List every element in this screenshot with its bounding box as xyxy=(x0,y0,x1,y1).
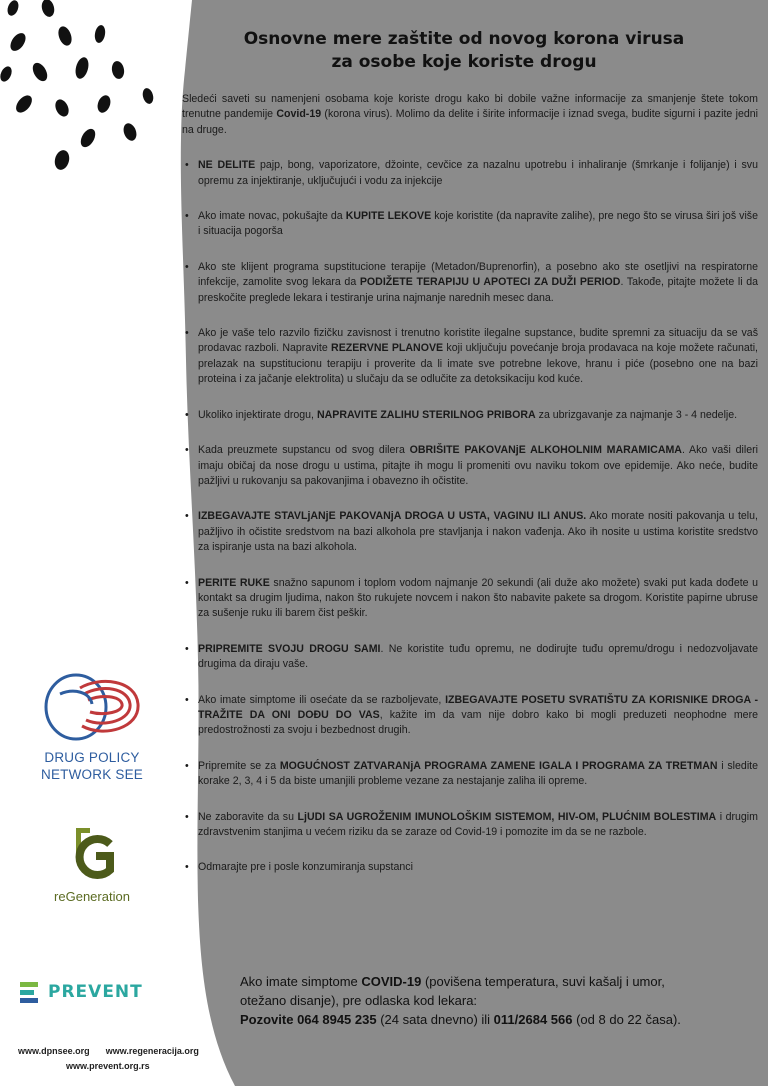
list-item: • Odmarajte pre i posle konzumiranja supstanci xyxy=(185,861,413,874)
drug-policy-network-logo xyxy=(22,670,162,783)
list-item: • Pripremite se za MOGUĆNOST ZATVARANjA PROGRAMA ZAMENE IGALA I PROGRAMA ZA TRETMAN i sledite korake 2, 3, 4 i 5 da biste umanjili probleme vezane za nestajanje zaliha ili opreme. xyxy=(185,759,759,788)
decorative-dots xyxy=(0,0,160,200)
title-line-1: Osnovne mere zaštite od novog korona virusa xyxy=(243,29,685,49)
prevent-logo xyxy=(18,980,168,1011)
url-regeneracija[interactable]: www.regeneracija.org xyxy=(105,1046,199,1056)
page-title xyxy=(170,28,758,74)
list-item: • Ako ste klijent programa supstitucione terapije (Metadon/Buprenorfin), a posebno ako ste osetljivi na respiratorne infekcije, zamolite svog lekara da PODIŽETE TERAPIJU U APOTECI ZA DUŽI PERIOD. Takođe, pitajte možete li da preskočite preglede lekara i testiranje urina najmanje narednih mesec dana. xyxy=(185,260,758,304)
title-line-2: za osobe koje koriste drogu xyxy=(331,52,597,72)
advice-list xyxy=(170,158,758,876)
url-prevent[interactable]: www.prevent.org.rs xyxy=(66,1061,150,1071)
list-item: • NE DELITE pajp, bong, vaporizatore, džointe, cevčice za nazalnu upotrebu i inhaliranje (šmrkanje i folijanje) i svu opremu za injektiranje, uključujući i vodu za injekcije xyxy=(185,159,758,187)
regeneration-g-icon xyxy=(62,826,122,882)
knot-icon xyxy=(40,670,144,744)
list-item: • PRIPREMITE SVOJU DROGU SAMI. Ne koristite tuđu opremu, ne dodirujte tuđu opremu/drogu i nedozvoljavate drugima da diraju vaše. xyxy=(185,642,758,671)
list-item: • Ako je vaše telo razvilo fizičku zavisnost i trenutno koristite ilegalne supstance, budite spremni za situaciju da se vaš prodavac razboli. Napravite REZERVNE PLANOVE koji uključuju povećanje broja prodavaca na koje možete računati, prelazak na supstitucionu terapiju i proverite da li imate sve potrebne lekove, hranu i piće (posebno one na bazi proteina i za jačanje elektrolita) u slučaju da se odlučite za detoksikaciju kod kuće. xyxy=(185,327,758,386)
list-item: • PERITE RUKE snažno sapunom i toplom vodom najmanje 20 sekundi (ali duže ako možete) svaki put kada dođete u kontakt sa drugim ljudima, nakon što rukujete novcem i nakon što nabavite pakete sa drogom. Koristite papirne ubruse za sušenje ruku ili barem čist peškir. xyxy=(185,576,758,620)
list-item: • Ako imate novac, pokušajte da KUPITE LEKOVE koje koristite (da napravite zalihe), pre nego što se virusa širi još više i situacija pogorša xyxy=(185,210,758,238)
prevent-mark-icon xyxy=(18,980,48,1006)
dpn-line-1: DRUG POLICY xyxy=(44,750,140,765)
contact-info xyxy=(240,972,710,1029)
contact-symptoms-text: Ako imate simptome COVID-19 (povišena temperatura, suvi kašalj i umor, otežano disanje), pre odlaska kod lekara: xyxy=(240,974,665,1008)
contact-phone-text: Pozovite 064 8945 235 (24 sata dnevno) ili 011/2684 566 (od 8 do 22 časa). xyxy=(240,1012,681,1027)
prevent-name: PREVENT xyxy=(48,982,143,1002)
url-dpnsee[interactable]: www.dpnsee.org xyxy=(18,1046,90,1056)
intro-paragraph: Sledeći saveti su namenjeni osobama koje koriste drogu kako bi dobile važne informacije za smanjenje štete tokom trenutne pandemije Covid-19 (korona virus). Molimo da delite i širite informacije i iznad svega, budite sigurni i pazite jedni na druge. xyxy=(182,93,758,136)
main-content xyxy=(170,28,758,896)
list-item: • Ako imate simptome ili osećate da se razboljevate, IZBEGAVAJTE POSETU SVRATIŠTU ZA KORISNIKE DROGA - TRAŽITE DA ONI DOĐU DO VAS, kažite im da vam nije dobro kako bi mogli preduzeti neophodne mere predostrožnosti za svoju i bezbednost drugih. xyxy=(185,693,759,737)
dpn-line-2: NETWORK SEE xyxy=(41,767,143,782)
list-item: • Ne zaboravite da su LjUDI SA UGROŽENIM IMUNOLOŠKIM SISTEMOM, HIV-OM, PLUĆNIM BOLESTIMA i drugim zdravstvenim stanjima u većem riziku da se zaraze od Covid-19 i pomozite im da se ne razbole. xyxy=(185,810,758,838)
list-item: • Ukoliko injektirate drogu, NAPRAVITE ZALIHU STERILNOG PRIBORA za ubrizgavanje za najmanje 3 - 4 nedelje. xyxy=(185,408,738,421)
list-item: • Kada preuzmete supstancu od svog dilera OBRIŠITE PAKOVANjE ALKOHOLNIM MARAMICAMA. Ako vaši dileri imaju običaj da nose drogu u ustima, pitajte ih mogu li promeniti ovu naviku tokom ove epidemije. Ako neće, budite pažljivi u rukovanju sa pakovanjima i obavezno ih očistite. xyxy=(185,444,758,487)
regeneration-logo xyxy=(22,826,162,904)
regeneration-name: reGeneration xyxy=(54,889,130,904)
list-item: • IZBEGAVAJTE STAVLjANjE PAKOVANjA DROGA U USTA, VAGINU ILI ANUS. Ako morate nositi pakovanja u telu, pažljivo ih očistite sredstvom na bazi alkohola pre stavljanja i nakon vađenja. Ako ih nosite u ustima koristite sredstvo za ispiranje usta na bazi alkohola. xyxy=(185,510,758,554)
footer-urls xyxy=(14,1044,214,1074)
